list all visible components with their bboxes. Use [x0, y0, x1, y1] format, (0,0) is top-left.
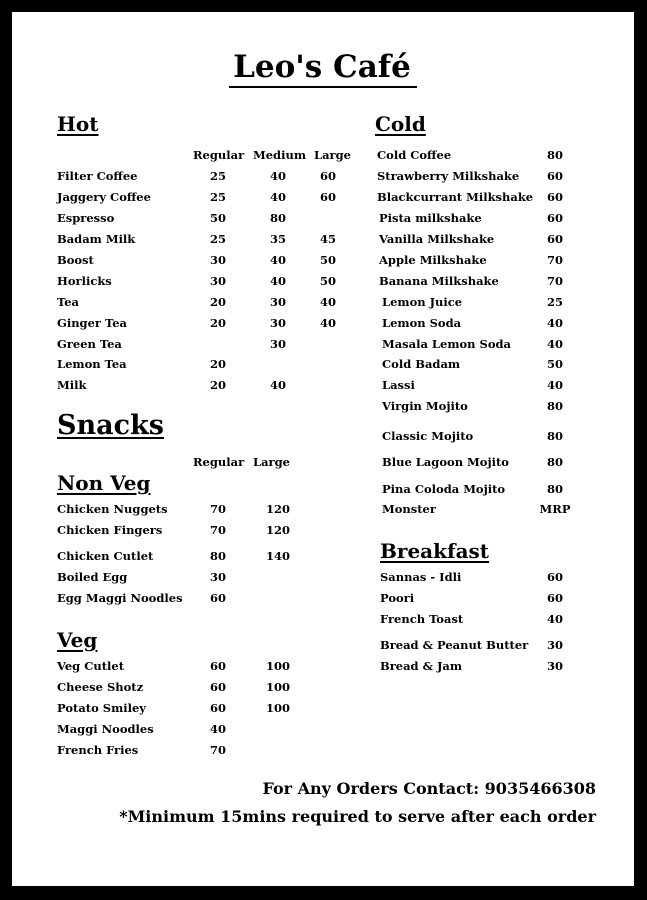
cold-item-price: 80	[546, 482, 563, 496]
hot-price-large: 45	[319, 232, 336, 246]
breakfast-item-price: 30	[546, 659, 563, 673]
hot-price-large: 40	[319, 316, 336, 330]
non-veg-item-name: Chicken Cutlet	[57, 549, 154, 563]
breakfast-item-name: Bread & Jam	[380, 659, 463, 673]
hot-price-regular: 20	[209, 316, 226, 330]
hot-item-name: Espresso	[57, 211, 115, 225]
breakfast-item-price: 60	[546, 570, 563, 584]
veg-item-name: Cheese Shotz	[57, 680, 144, 694]
cold-item-name: Pista milkshake	[379, 211, 482, 225]
hot-item-name: Filter Coffee	[57, 169, 138, 183]
cold-item-price: 80	[546, 429, 563, 443]
cold-item-price: 40	[546, 378, 563, 392]
cold-item-name: Blackcurrant Milkshake	[377, 190, 534, 204]
hot-heading: Hot	[57, 112, 99, 136]
hot-price-regular: 25	[209, 190, 226, 204]
service-note: *Minimum 15mins required to serve after each order	[119, 807, 596, 826]
hot-item-name: Boost	[57, 253, 94, 267]
hot-col-regular: Regular	[193, 148, 245, 162]
hot-price-medium: 80	[269, 211, 286, 225]
cold-item-price: 50	[546, 357, 563, 371]
hot-price-regular: 50	[209, 211, 226, 225]
cold-item-price: 60	[546, 211, 563, 225]
veg-price-large: 100	[265, 701, 290, 715]
veg-price-regular: 60	[209, 680, 226, 694]
cold-item-price: 60	[546, 232, 563, 246]
non-veg-heading: Non Veg	[57, 471, 151, 495]
hot-price-medium: 30	[269, 337, 286, 351]
hot-price-large: 40	[319, 295, 336, 309]
veg-heading: Veg	[57, 628, 98, 652]
cold-item-name: Pina Coloda Mojito	[382, 482, 506, 496]
cold-item-name: Lemon Juice	[382, 295, 463, 309]
hot-price-medium: 40	[269, 253, 286, 267]
contact-line: For Any Orders Contact: 9035466308	[262, 779, 596, 798]
cold-item-name: Strawberry Milkshake	[377, 169, 520, 183]
veg-item-name: Potato Smiley	[57, 701, 146, 715]
hot-col-large: Large	[314, 148, 351, 162]
cold-item-price: MRP	[539, 502, 571, 516]
non-veg-price-regular: 80	[209, 549, 226, 563]
hot-price-regular: 20	[209, 378, 226, 392]
cold-item-name: Lemon Soda	[382, 316, 462, 330]
hot-price-medium: 40	[269, 274, 286, 288]
veg-item-name: Maggi Noodles	[57, 722, 154, 736]
breakfast-item-price: 30	[546, 638, 563, 652]
veg-item-name: Veg Cutlet	[57, 659, 125, 673]
hot-price-large: 60	[319, 169, 336, 183]
hot-price-medium: 35	[269, 232, 286, 246]
non-veg-price-regular: 30	[209, 570, 226, 584]
cold-item-name: Cold Badam	[382, 357, 461, 371]
hot-price-medium: 40	[269, 378, 286, 392]
hot-price-regular: 25	[209, 169, 226, 183]
non-veg-item-name: Chicken Nuggets	[57, 502, 168, 516]
breakfast-item-name: Sannas - Idli	[380, 570, 462, 584]
non-veg-item-name: Chicken Fingers	[57, 523, 163, 537]
hot-col-medium: Medium	[253, 148, 306, 162]
cold-item-name: Vanilla Milkshake	[379, 232, 495, 246]
hot-item-name: Jaggery Coffee	[57, 190, 151, 204]
non-veg-item-name: Egg Maggi Noodles	[57, 591, 183, 605]
non-veg-price-large: 140	[265, 549, 290, 563]
breakfast-heading: Breakfast	[380, 539, 490, 563]
hot-price-medium: 30	[269, 316, 286, 330]
cold-item-price: 40	[546, 337, 563, 351]
hot-price-medium: 40	[269, 169, 286, 183]
non-veg-price-regular: 70	[209, 523, 226, 537]
cold-item-price: 40	[546, 316, 563, 330]
cold-item-name: Classic Mojito	[382, 429, 474, 443]
cold-item-price: 70	[546, 253, 563, 267]
hot-item-name: Horlicks	[57, 274, 112, 288]
hot-price-medium: 40	[269, 190, 286, 204]
cold-item-name: Cold Coffee	[377, 148, 452, 162]
breakfast-item-name: Bread & Peanut Butter	[380, 638, 529, 652]
veg-price-regular: 60	[209, 701, 226, 715]
hot-item-name: Milk	[57, 378, 87, 392]
hot-item-name: Tea	[57, 295, 80, 309]
cold-item-price: 80	[546, 455, 563, 469]
hot-item-name: Lemon Tea	[57, 357, 127, 371]
hot-price-large: 60	[319, 190, 336, 204]
non-veg-price-regular: 70	[209, 502, 226, 516]
cold-item-name: Blue Lagoon Mojito	[382, 455, 509, 469]
veg-price-regular: 70	[209, 743, 226, 757]
hot-item-name: Green Tea	[57, 337, 122, 351]
cold-item-name: Banana Milkshake	[379, 274, 499, 288]
hot-price-regular: 30	[209, 253, 226, 267]
non-veg-item-name: Boiled Egg	[57, 570, 128, 584]
cafe-title: Leo's Café	[12, 47, 634, 88]
cold-item-name: Lassi	[382, 378, 415, 392]
hot-price-medium: 30	[269, 295, 286, 309]
cold-item-name: Monster	[382, 502, 436, 516]
breakfast-item-name: Poori	[380, 591, 415, 605]
snacks-heading: Snacks	[57, 410, 164, 441]
snacks-col-large: Large	[253, 455, 290, 469]
cold-item-price: 60	[546, 169, 563, 183]
hot-price-regular: 20	[209, 295, 226, 309]
breakfast-item-price: 60	[546, 591, 563, 605]
breakfast-item-name: French Toast	[380, 612, 464, 626]
hot-price-regular: 25	[209, 232, 226, 246]
veg-price-regular: 60	[209, 659, 226, 673]
breakfast-item-price: 40	[546, 612, 563, 626]
cold-item-price: 25	[546, 295, 563, 309]
hot-price-large: 50	[319, 274, 336, 288]
hot-item-name: Badam Milk	[57, 232, 136, 246]
non-veg-price-regular: 60	[209, 591, 226, 605]
cold-item-name: Apple Milkshake	[379, 253, 487, 267]
non-veg-price-large: 120	[265, 523, 290, 537]
hot-item-name: Ginger Tea	[57, 316, 127, 330]
snacks-col-regular: Regular	[193, 455, 245, 469]
hot-price-large: 50	[319, 253, 336, 267]
veg-price-large: 100	[265, 680, 290, 694]
non-veg-price-large: 120	[265, 502, 290, 516]
cold-item-price: 80	[546, 148, 563, 162]
cold-item-price: 70	[546, 274, 563, 288]
cold-heading: Cold	[375, 112, 426, 136]
cold-item-price: 60	[546, 190, 563, 204]
hot-price-regular: 30	[209, 274, 226, 288]
menu-page	[12, 12, 634, 886]
hot-price-regular: 20	[209, 357, 226, 371]
cold-item-name: Virgin Mojito	[382, 399, 468, 413]
cold-item-price: 80	[546, 399, 563, 413]
veg-price-regular: 40	[209, 722, 226, 736]
cold-item-name: Masala Lemon Soda	[382, 337, 512, 351]
veg-price-large: 100	[265, 659, 290, 673]
veg-item-name: French Fries	[57, 743, 139, 757]
